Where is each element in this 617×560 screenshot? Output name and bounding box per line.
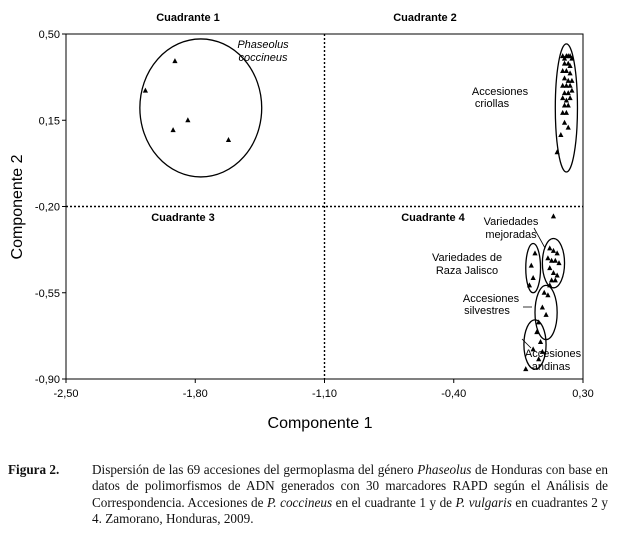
x-tick-label: -0,40 xyxy=(441,388,467,400)
data-point xyxy=(170,127,175,132)
data-point xyxy=(547,245,552,250)
data-point xyxy=(558,132,563,137)
y-tick-label: -0,90 xyxy=(34,374,60,386)
quadrant-labels xyxy=(151,12,465,224)
x-tick-label: -2,50 xyxy=(53,388,79,400)
y-tick-label: 0,50 xyxy=(38,29,60,41)
annotation-label: criollas xyxy=(474,98,510,110)
annotation-label: mejoradas xyxy=(485,229,537,241)
caption-segment: P. vulgaris xyxy=(455,494,512,510)
data-point xyxy=(538,339,543,344)
axis-ticks xyxy=(35,29,594,400)
caption-segment: en el cuadrante 1 y de xyxy=(332,494,456,510)
annotation-label: Variedades de xyxy=(431,252,503,264)
data-point xyxy=(564,68,569,73)
annotation-label: andinas xyxy=(531,361,571,373)
annotation-label: Accesiones xyxy=(524,348,582,360)
data-point xyxy=(569,78,574,83)
data-point xyxy=(143,88,148,93)
figure-caption xyxy=(8,462,608,528)
annotation-label: coccineus xyxy=(238,52,288,64)
data-point xyxy=(172,58,177,63)
data-point xyxy=(566,102,571,107)
data-point xyxy=(551,270,556,275)
x-axis-title: Componente 1 xyxy=(267,415,373,432)
data-point xyxy=(532,250,537,255)
caption-segment: P. coccineus xyxy=(266,494,333,510)
data-point xyxy=(560,95,565,100)
annotation-label: Accesiones xyxy=(462,293,520,305)
quadrant-label: Cuadrante 2 xyxy=(393,12,457,24)
y-tick-label: -0,20 xyxy=(34,201,60,214)
y-tick-label: 0,15 xyxy=(38,115,60,128)
quadrant-label: Cuadrante 4 xyxy=(401,212,465,224)
data-point xyxy=(523,366,528,371)
data-point xyxy=(540,305,545,310)
data-point xyxy=(529,263,534,268)
x-tick-label: -1,10 xyxy=(311,388,338,400)
annotation-label: Variedades xyxy=(483,216,539,228)
data-point xyxy=(185,117,190,122)
data-point xyxy=(564,110,569,115)
caption-segment: en cuadrantes 2 y 4. Zamorano, Honduras, 2009. xyxy=(92,494,608,527)
data-point xyxy=(551,213,556,218)
y-tick-label: -0,55 xyxy=(34,287,60,300)
annotation-label: Raza Jalisco xyxy=(435,265,499,277)
data-point xyxy=(567,95,572,100)
data-point xyxy=(569,88,574,93)
caption-segment: Dispersión de las 69 accesiones del germoplasma del género xyxy=(92,462,418,477)
x-tick-label: 0,30 xyxy=(572,388,594,400)
quadrant-label: Cuadrante 1 xyxy=(156,12,220,24)
data-point xyxy=(531,275,536,280)
data-point xyxy=(547,265,552,270)
y-axis-title: Componente 2 xyxy=(9,154,26,260)
data-point xyxy=(543,312,548,317)
data-point xyxy=(555,149,560,154)
caption-label: Figura 2. xyxy=(8,462,60,477)
data-point xyxy=(566,125,571,130)
annotation-label: Accesiones xyxy=(471,86,529,98)
data-point xyxy=(542,290,547,295)
data-point xyxy=(567,83,572,88)
x-tick-label: -1,80 xyxy=(182,388,208,400)
quadrant-label: Cuadrante 3 xyxy=(151,212,215,224)
data-point xyxy=(226,137,231,142)
caption-segment: de Honduras con base en datos de polimorfismos de ADN generados con 30 marcadores RAPD según el Análisis de Correspondencia. Accesiones de xyxy=(92,462,608,510)
annotation-label: silvestres xyxy=(464,305,510,317)
data-point xyxy=(553,258,558,263)
caption-text xyxy=(92,462,608,528)
data-point xyxy=(562,75,567,80)
data-point xyxy=(553,277,558,282)
caption-segment: Phaseolus xyxy=(417,462,472,477)
group-ellipse xyxy=(542,239,564,288)
data-point xyxy=(562,120,567,125)
annotation-label: Phaseolus xyxy=(237,39,289,51)
data-point xyxy=(545,255,550,260)
